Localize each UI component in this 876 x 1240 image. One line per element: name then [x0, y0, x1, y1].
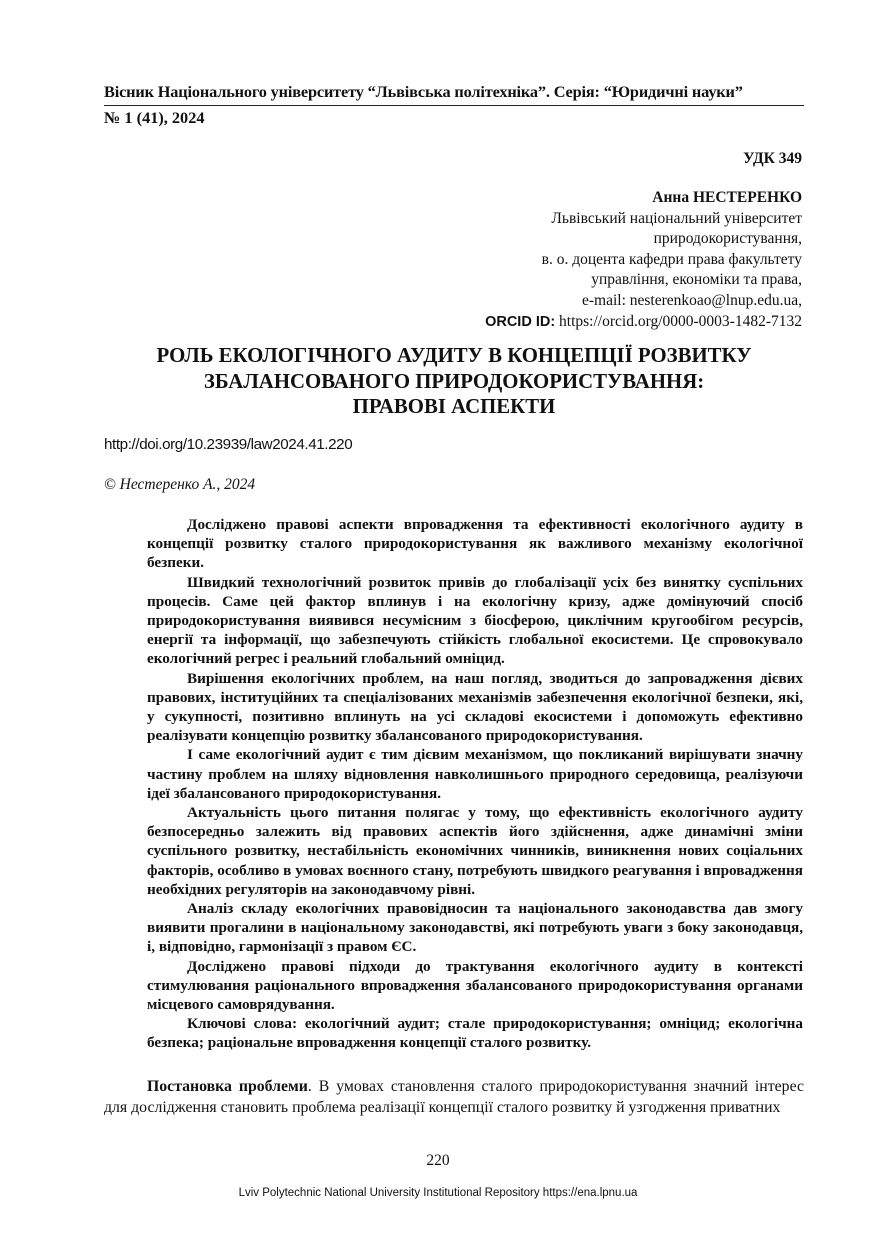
abstract-paragraph: Досліджено правові аспекти впровадження та ефективності екологічного аудиту в концепції розвитку сталого природокористування як важливого механізму екологічної безпеки.: [147, 516, 803, 572]
abstract-paragraph: Швидкий технологічний розвиток привів до глобалізації усіх без винятку суспільних процесів. Саме цей фактор вплинув і на екологічну кризу, адже домінуючий спосіб природокористування виявився несумісним з біосферою, циклічним кругообігом ресурсів, енергії та інформації, що забезпечують стійкість глобальної екосистеми. Це спровокувало екологічний регрес і реальний глобальний омніцид.: [147, 573, 803, 668]
orcid-label: ORCID ID:: [485, 313, 556, 330]
affiliation-line: Львівський національний університет: [551, 209, 802, 227]
abstract: [147, 515, 803, 1053]
article-title: [104, 343, 804, 420]
author-name: Анна НЕСТЕРЕНКО: [652, 189, 802, 206]
udc-code: УДК 349: [743, 150, 802, 167]
keywords: Ключові слова: екологічний аудит; стале природокористування; омніцид; екологічна безпека; раціональне впровадження концепції сталого розвитку.: [147, 1015, 803, 1052]
affiliation-line: в. о. доцента кафедри права факультету: [541, 250, 802, 268]
copyright: © Нестеренко А., 2024: [104, 476, 256, 493]
affiliation-line: управління, економіки та права,: [591, 271, 802, 289]
orcid-link[interactable]: https://orcid.org/0000-0003-1482-7132: [559, 312, 802, 330]
title-line: РОЛЬ ЕКОЛОГІЧНОГО АУДИТУ В КОНЦЕПЦІЇ РОЗВИТКУ: [156, 344, 752, 367]
author-block: [485, 188, 802, 332]
abstract-paragraph: Аналіз складу екологічних правовідносин та національного законодавства дав змогу виявити прогалини в національному законодавстві, які потребують уваги з боку законодавця, і, відповідно, гармонізації з правом ЄС.: [147, 900, 803, 956]
title-line: ЗБАЛАНСОВАНОГО ПРИРОДОКОРИСТУВАННЯ:: [203, 369, 705, 393]
problem-heading: Постановка проблеми: [147, 1078, 308, 1095]
abstract-paragraph: І саме екологічний аудит є тим дієвим механізмом, що покликаний вирішувати значну частину проблем на шляху відновлення навколишнього природного середовища, реалізуючи ідеї збалансованого природокористування.: [147, 746, 803, 802]
orcid-line: [485, 312, 802, 333]
journal-title: Вісник Національного університету “Львівська політехніка”. Серія: “Юридичні науки”: [104, 82, 743, 101]
affiliation-line: природокористування,: [653, 230, 802, 248]
header-rule: [104, 105, 804, 106]
journal-issue: № 1 (41), 2024: [104, 108, 205, 127]
repository-footer: Lviv Polytechnic National University Institutional Repository https://ena.lpnu.ua: [238, 1187, 638, 1199]
title-line: ПРАВОВІ АСПЕКТИ: [352, 395, 556, 418]
problem-text: . В умовах становлення сталого природокористування значний інтерес для дослідження становить проблема реалізації концепції сталого розвитку й узгодження приватних: [104, 1078, 804, 1116]
doi-link[interactable]: http://doi.org/10.23939/law2024.41.220: [104, 436, 353, 453]
abstract-paragraph: Актуальність цього питання полягає у тому, що ефективність екологічного аудиту безпосередньо залежить від правових аспектів його здійснення, адже динамічні зміни суспільного розвитку, нестабільність економічних чинників, виникнення нових соціальних факторів, особливо в умовах воєнного стану, потребують швидкого реагування і впровадження необхідних регуляторів на законодавчому рівні.: [147, 804, 803, 898]
author-email[interactable]: e-mail: nesterenkoao@lnup.edu.ua,: [581, 291, 802, 309]
abstract-paragraph: Вирішення екологічних проблем, на наш погляд, зводиться до запровадження дієвих правових, інституційних та спеціалізованих механізмів забезпечення екологічної безпеки, які, у сукупності, позитивно вплинуть на усі складові екосистеми і допоможуть ефективно реалізувати концепцію розвитку збалансованого природокористування.: [147, 669, 803, 745]
abstract-paragraph: Досліджено правові підходи до трактування екологічного аудиту в контексті стимулювання раціонального впровадження збалансованого природокористування органами місцевого самоврядування.: [147, 957, 803, 1014]
problem-paragraph: [104, 1077, 804, 1118]
problem-section: [104, 1077, 804, 1118]
page-number: 220: [426, 1152, 450, 1169]
